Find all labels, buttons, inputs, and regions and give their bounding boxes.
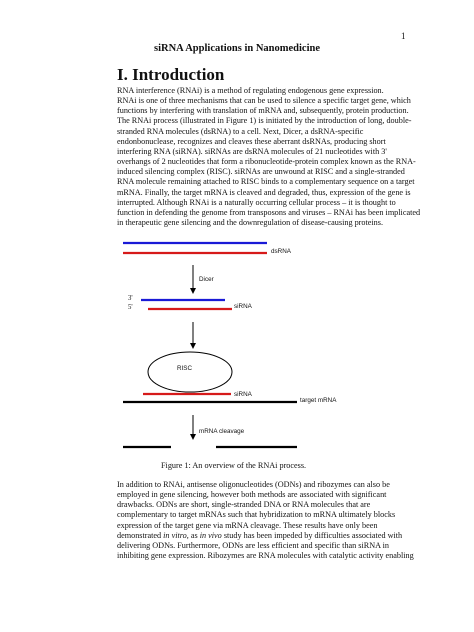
paragraph-line: employed in gene silencing, however both methods are associated with significant	[117, 490, 387, 500]
label-five-prime: 5'	[128, 304, 133, 311]
section-heading: I. Introduction	[117, 65, 225, 84]
figure-caption: Figure 1: An overview of the RNAi process.	[161, 461, 307, 470]
page-number: 1	[401, 31, 406, 41]
paragraph-line: complementary to target mRNAs such that hybridization to mRNA ultimately blocks	[117, 510, 396, 520]
paragraph-line: induced silencing complex (RISC). siRNAs are unwound at RISC and a single-stranded	[117, 167, 405, 177]
paragraph-line: stranded RNA molecules (dsRNA) to a cell. Next, Dicer, a dsRNA-specific	[117, 126, 364, 136]
paragraph-line: function in defending the genome from transposons and viruses – RNAi has been implicated	[117, 207, 421, 217]
paragraph-line: RNAi is one of three mechanisms that can be used to silence a specific target gene, which	[117, 96, 411, 106]
paragraph-line: inhibiting gene expression. Ribozymes are RNA molecules with catalytic activity enabling	[117, 551, 414, 561]
document-title: siRNA Applications in Nanomedicine	[154, 43, 320, 54]
paragraph-line: overhangs of 2 nucleotides that form a ribonucleotide-protein complex known as the RNA-	[117, 157, 416, 167]
risc-complex	[148, 352, 232, 392]
second-paragraph	[117, 480, 414, 561]
paragraph-line: RNA molecule remaining attached to RISC binds to a complementary sequence on a target	[117, 177, 415, 187]
paragraph-line: RNA interference (RNAi) is a method of regulating endogenous gene expression.	[117, 86, 384, 95]
paragraph-line: interrupted. Although RNAi is a naturally occurring cellular process – it is thought to	[117, 197, 396, 207]
paragraph-line: interfering RNA (siRNA). siRNAs are dsRNA molecules of 21 nucleotides with 3'	[117, 146, 387, 156]
label-mrna-cleavage: mRNA cleavage	[199, 428, 245, 435]
paragraph-line: endonbonuclease, recognizes and cleaves these aberrant dsRNAs, producing short	[117, 136, 386, 146]
paragraph-line: The RNAi process (illustrated in Figure 1) is initiated by the introduction of long, double-	[117, 116, 412, 126]
paragraph-line: drawbacks. ODNs are short, single-stranded DNA or RNA molecules that are	[117, 500, 371, 510]
label-risc-sirna: siRNA	[234, 391, 252, 398]
label-risc: RISC	[177, 365, 193, 372]
paragraph-line: In addition to RNAi, antisense oligonucleotides (ODNs) and ribozymes can also be	[117, 480, 390, 489]
label-dsrna: dsRNA	[271, 248, 291, 255]
label-target-mrna: target mRNA	[300, 397, 337, 404]
paragraph-line: demonstrated in vitro, as in vivo study has been impeded by difficulties associated with	[117, 530, 403, 540]
label-three-prime: 3'	[128, 295, 133, 302]
paragraph-line: functions by interfering with translation of mRNA and, subsequently, protein production.	[117, 106, 409, 116]
label-sirna: siRNA	[234, 303, 252, 310]
paragraph-line: in therapeutic gene silencing and the downregulation of disease-causing proteins.	[117, 218, 384, 228]
paragraph-line: mRNA. Finally, the target mRNA is cleaved and degraded, thus, expression of the gene is	[117, 187, 411, 197]
paragraph-line: expression of the target gene via mRNA cleavage. These results have only been	[117, 520, 378, 530]
paragraph-line: delivering ODNs. Furthermore, ODNs are less efficient and specific than siRNA in	[117, 540, 390, 550]
label-dicer: Dicer	[199, 276, 214, 283]
